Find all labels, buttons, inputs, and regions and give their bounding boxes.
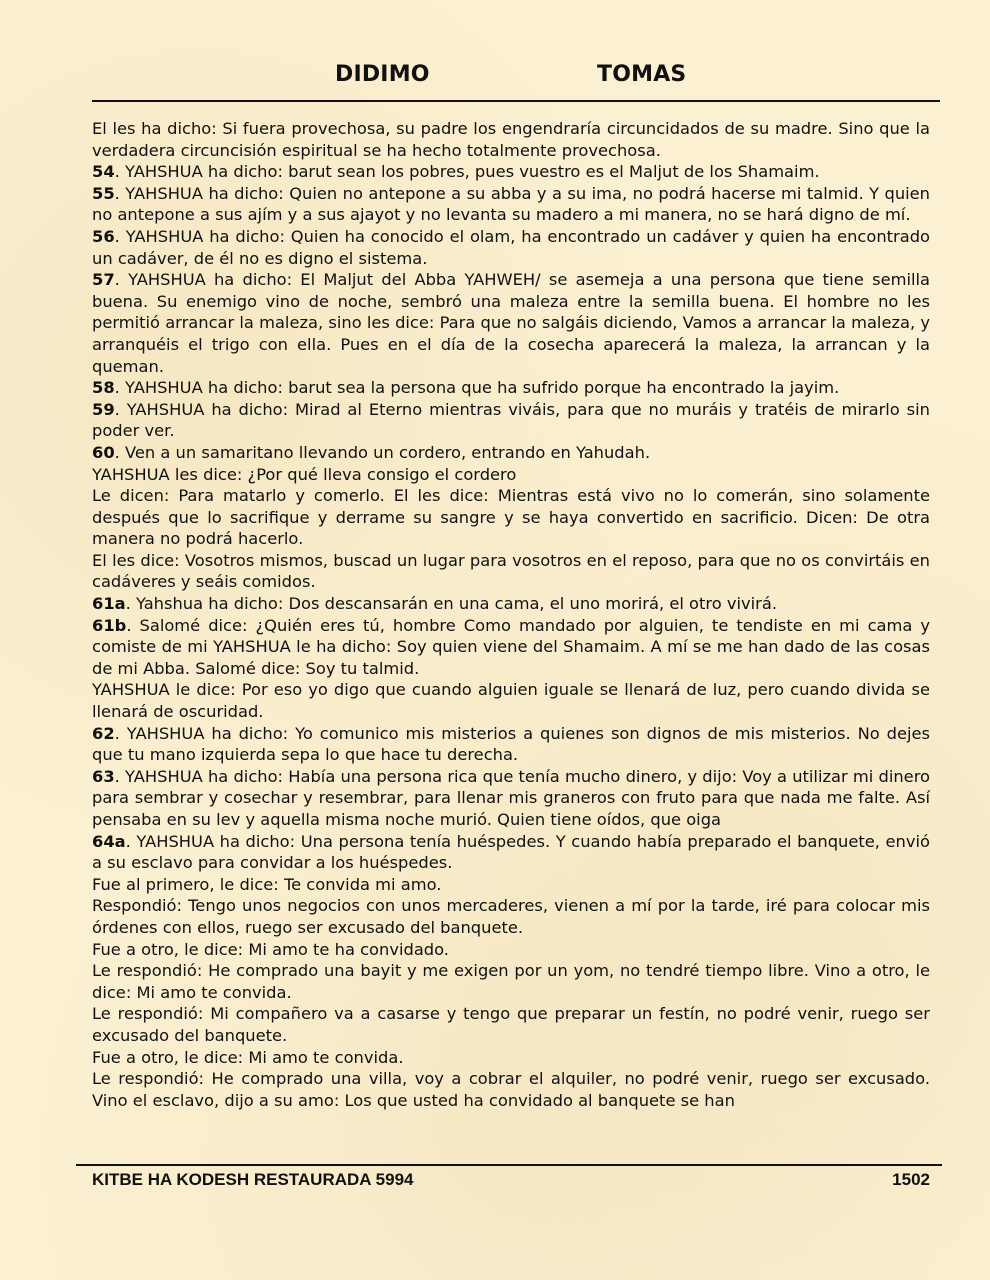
verse-number: 57 [92, 270, 115, 290]
paragraph [92, 485, 930, 550]
paragraph-text: Le respondió: He comprado una bayit y me exigen por un yom, no tendré tiempo libre. Vino a otro, le dice: Mi amo te convida. [92, 961, 930, 1002]
paragraph-text: El les ha dicho: Si fuera provechosa, su padre los engendraría circuncidados de su madre. Sino que la verdadera circuncisión espiritual se ha hecho totalmente provechosa. [92, 119, 930, 160]
paragraph [92, 464, 930, 486]
paragraph-text: Fue al primero, le dice: Te convida mi amo. [92, 874, 442, 894]
paragraph-text: . YAHSHUA ha dicho: Una persona tenía huéspedes. Y cuando había preparado el banquete, envió a su esclavo para convidar a los huéspedes. [92, 831, 930, 873]
paragraph-text: . YAHSHUA ha dicho: El Maljut del Abba YAHWEH/ se asemeja a una persona que tiene semilla buena. Su enemigo vino de noche, sembró una maleza entre la semilla buena. El hombre no les permitió arrancar la maleza, sino les dice: Para que no salgáis diciendo, Vamos a arrancar la maleza, y arranquéis el trigo con ella. Pues en el día de la cosecha aparecerá la maleza, la arrancan y la queman. [92, 270, 930, 376]
paragraph [92, 226, 930, 269]
paragraph [92, 895, 930, 938]
page-number: 1502 [892, 1170, 930, 1189]
verse-number: 61a [92, 594, 126, 614]
paragraph-text: YAHSHUA les dice: ¿Por qué lleva consigo el cordero [92, 464, 517, 484]
verse-number: 63 [92, 766, 115, 786]
verse-number: 60 [92, 442, 115, 462]
paragraph [92, 1047, 930, 1069]
verse-number: 58 [92, 378, 115, 398]
paragraph [92, 831, 930, 874]
paragraph [92, 118, 930, 161]
paragraph-text: Fue a otro, le dice: Mi amo te convida. [92, 1047, 404, 1067]
verse-number: 64a [92, 831, 126, 851]
verse-number: 59 [92, 399, 115, 419]
paragraph [92, 960, 930, 1003]
paragraph-text: Le dicen: Para matarlo y comerlo. El les dice: Mientras está vivo no lo comerán, sino solamente después que lo sacrifique y derrame su sangre y se haya convertido en sacrificio. Dicen: De otra manera no podrá hacerlo. [92, 486, 930, 549]
paragraph [92, 723, 930, 766]
header-rule [92, 100, 940, 102]
paragraph-text: . YAHSHUA ha dicho: Yo comunico mis misterios a quienes son dignos de mis misterios. No dejes que tu mano izquierda sepa lo que hace tu derecha. [92, 723, 930, 765]
verse-number: 56 [92, 226, 115, 246]
paragraph-text: . Yahshua ha dicho: Dos descansarán en una cama, el uno morirá, el otro vivirá. [125, 594, 778, 614]
verse-number: 61b [92, 615, 127, 635]
page-header [92, 58, 940, 100]
paragraph [92, 377, 930, 399]
paragraph-text: Le respondió: Mi compañero va a casarse y tengo que preparar un festín, no podré venir, ruego ser excusado del banquete. [92, 1004, 930, 1045]
paragraph-text: . YAHSHUA ha dicho: Quien no antepone a su abba y a su ima, no podrá hacerse mi talmid. Y quien no antepone a sus ajím y a sus ajayot y no levanta su madero a mi manera, no se hará digno de mí. [92, 183, 930, 225]
paragraph-text: Respondió: Tengo unos negocios con unos mercaderes, vienen a mí por la tarde, iré para colocar mis órdenes con ellos, ruego ser excusado del banquete. [92, 896, 930, 937]
paragraph [92, 442, 930, 464]
paragraph [92, 1003, 930, 1046]
verse-number: 55 [92, 183, 115, 203]
footer-rule [76, 1164, 942, 1166]
paragraph [92, 399, 930, 442]
body-text [92, 118, 930, 1111]
header-title-left: DIDIMO [335, 62, 430, 87]
paragraph-text: . YAHSHUA ha dicho: Quien ha conocido el olam, ha encontrado un cadáver y quien ha encontrado un cadáver, de él no es digno el sistema. [92, 226, 930, 268]
header-title-right: TOMAS [597, 62, 687, 87]
paragraph [92, 874, 930, 896]
paragraph-text: . Salomé dice: ¿Quién eres tú, hombre Como mandado por alguien, te tendiste en mi cama y comiste de mi YAHSHUA le ha dicho: Soy quien viene del Shamaim. A mí se me han dado de las cosas de mi Abba. Salomé dice: Soy tu talmid. [92, 615, 930, 678]
paragraph-text: Fue a otro, le dice: Mi amo te ha convidado. [92, 939, 449, 959]
paragraph-text: . YAHSHUA ha dicho: barut sea la persona que ha sufrido porque ha encontrado la jayim. [114, 378, 840, 398]
footer-book-title: KITBE HA KODESH RESTAURADA 5994 [92, 1170, 414, 1189]
paragraph [92, 679, 930, 722]
paragraph [92, 615, 930, 680]
paragraph-text: Le respondió: He comprado una villa, voy a cobrar el alquiler, no podré venir, ruego ser excusado. Vino el esclavo, dijo a su amo: Los que usted ha convidado al banquete se han [92, 1069, 930, 1110]
paragraph [92, 593, 930, 615]
paragraph-text: YAHSHUA le dice: Por eso yo digo que cuando alguien iguale se llenará de luz, pero cuando divida se llenará de oscuridad. [92, 680, 930, 722]
page-footer [92, 1170, 930, 1194]
paragraph [92, 766, 930, 831]
paragraph [92, 161, 930, 183]
paragraph [92, 550, 930, 593]
paragraph [92, 269, 930, 377]
verse-number: 62 [92, 723, 115, 743]
verse-number: 54 [92, 162, 115, 182]
paragraph-text: . Ven a un samaritano llevando un cordero, entrando en Yahudah. [114, 442, 651, 462]
paragraph [92, 1068, 930, 1111]
paragraph-text: . YAHSHUA ha dicho: Había una persona rica que tenía mucho dinero, y dijo: Voy a utilizar mi dinero para sembrar y cosechar y resembrar, para llenar mis graneros con fruto para que nada me falte. Así pensaba en su lev y aquella misma noche murió. Quien tiene oídos, que oiga [92, 766, 930, 829]
paragraph-text: . YAHSHUA ha dicho: barut sean los pobres, pues vuestro es el Maljut de los Shamaim. [114, 162, 820, 182]
paragraph [92, 183, 930, 226]
paragraph [92, 939, 930, 961]
paragraph-text: . YAHSHUA ha dicho: Mirad al Eterno mientras viváis, para que no muráis y tratéis de mirarlo sin poder ver. [92, 399, 930, 441]
paragraph-text: El les dice: Vosotros mismos, buscad un lugar para vosotros en el reposo, para que no os convirtáis en cadáveres y seáis comidos. [92, 550, 930, 592]
